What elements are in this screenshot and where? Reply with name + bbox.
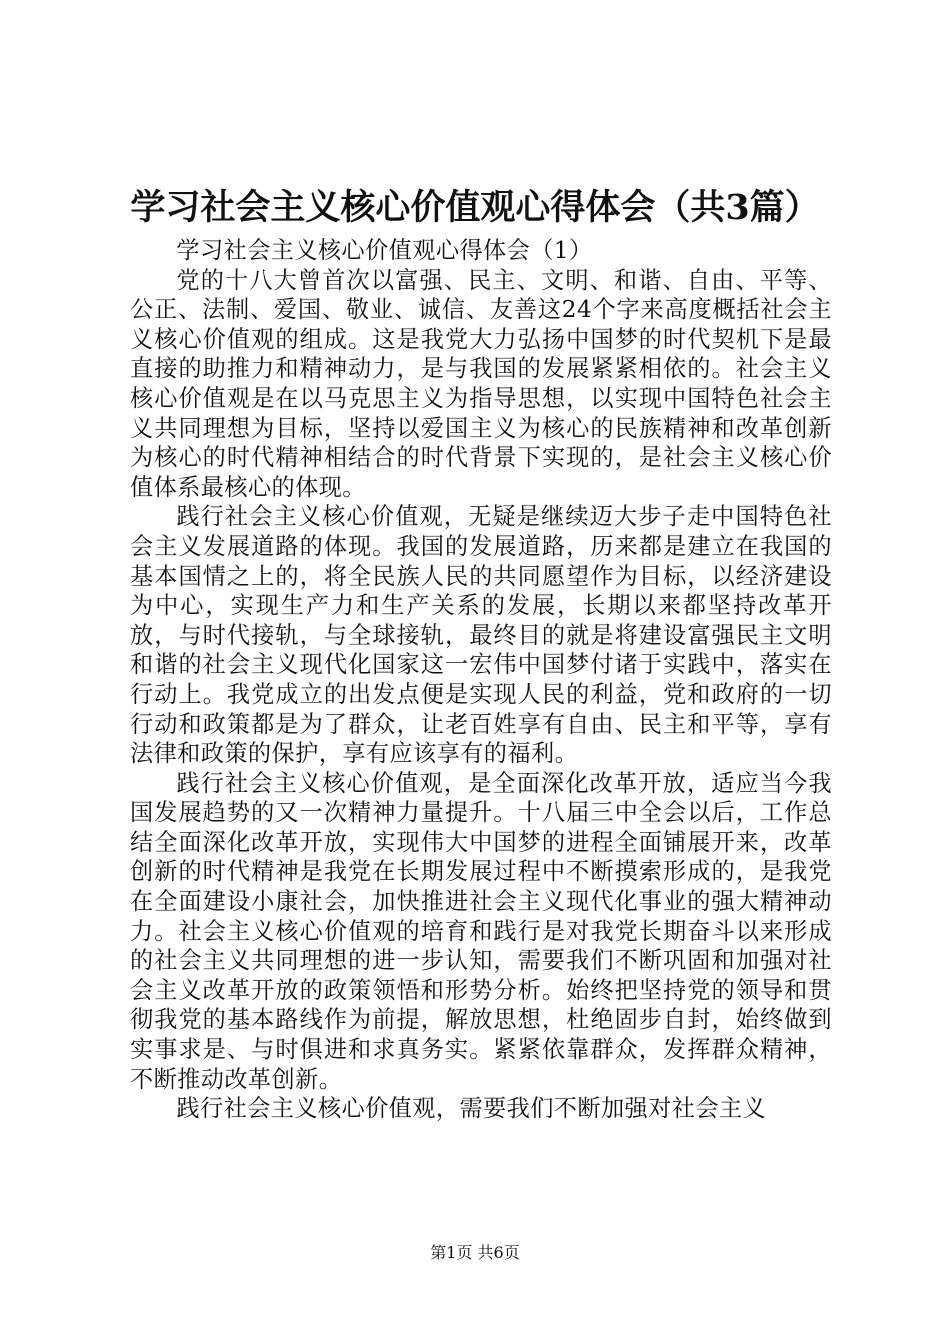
document-title: 学习社会主义核心价值观心得体会（共3篇） [130,187,820,228]
page-footer: 第1页 共6页 [430,1243,520,1262]
body-paragraph: 践行社会主义核心价值观，无疑是继续迈大步子走中国特色社会主义发展道路的体现。我国的发展道路，历来都是建立在我国的基本国情之上的，将全民族人民的共同愿望作为目标，以经济建设为中心，实现生产力和生产关系的发展，长期以来都坚持改革开放，与时代接轨，与全球接轨，最终目的就是将建设富强民主文明和谐的社会主义现代化国家这一宏伟中国梦付诸于实践中，落实在行动上。我党成立的出发点便是实现人民的利益，党和政府的一切行动和政策都是为了群众，让老百姓享有自由、民主和平等，享有法律和政策的保护，享有应该享有的福利。 [130,503,832,768]
body-paragraph: 践行社会主义核心价值观，需要我们不断加强对社会主义 [176,1095,767,1123]
body-paragraph: 党的十八大曾首次以富强、民主、文明、和谐、自由、平等、公正、法制、爱国、敬业、诚信、友善这24个字来高度概括社会主义核心价值观的组成。这是我党大力弘扬中国梦的时代契机下是最直接的助推力和精神动力，是与我国的发展紧紧相依的。社会主义核心价值观是在以马克思主义为指导思想，以实现中国特色社会主义共同理想为目标，坚持以爱国主义为核心的民族精神和改革创新为核心的时代精神相结合的时代背景下实现的，是社会主义核心价值体系最核心的体现。 [130,266,832,501]
section-heading: 学习社会主义核心价值观心得体会（1） [176,237,593,264]
document-body [130,236,832,1124]
body-paragraph: 践行社会主义核心价值观，是全面深化改革开放，适应当今我国发展趋势的又一次精神力量提升。十八届三中全会以后，工作总结全面深化改革开放，实现伟大中国梦的进程全面铺展开来，改革创新的时代精神是我党在长期发展过程中不断摸索形成的，是我党在全面建设小康社会，加快推进社会主义现代化事业的强大精神动力。社会主义核心价值观的培育和践行是对我党长期奋斗以来形成的社会主义共同理想的进一步认知，需要我们不断巩固和加强对社会主义改革开放的政策领悟和形势分析。始终把坚持党的领导和贯彻我党的基本路线作为前提，解放思想，杜绝固步自封，始终做到实事求是、与时俱进和求真务实。紧紧依靠群众，发挥群众精神，不断推动改革创新。 [130,769,832,1093]
